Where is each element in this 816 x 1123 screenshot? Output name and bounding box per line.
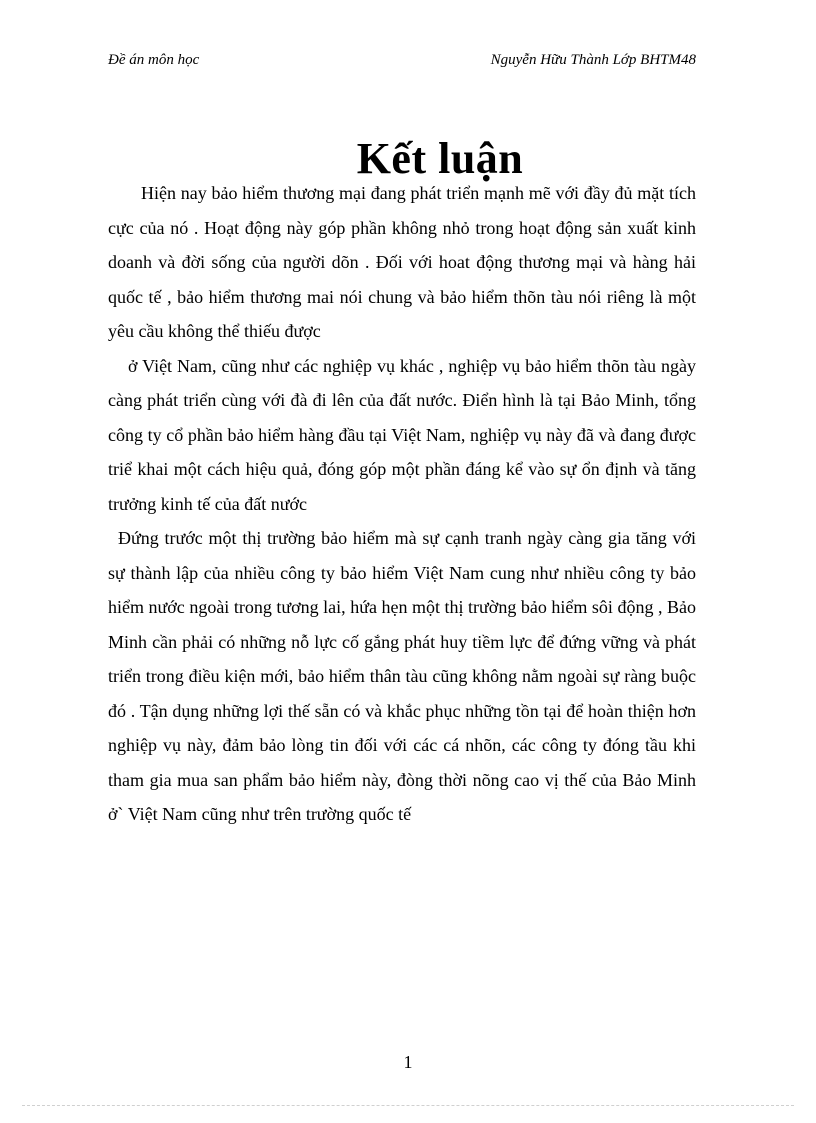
paragraph-1: Hiện nay bảo hiểm thương mại đang phát triển mạnh mẽ với đầy đủ mặt tích cực của nó . Hoạt động này góp phần không nhỏ trong hoạt động sản xuất kinh doanh và đời sống của người dõn . Đối với hoat động thương mại và hàng hải quốc tế , bảo hiểm thương mai nói chung và bảo hiểm thõn tàu nói riêng là một yêu cầu không thể thiếu được [108, 183, 696, 341]
paragraph-3: Đứng trước một thị trường bảo hiểm mà sự cạnh tranh ngày càng gia tăng với sự thành lập của nhiều công ty bảo hiểm Việt Nam cung như nhiều công ty bảo hiểm nước ngoài trong tương lai, hứa hẹn một thị trường bảo hiểm sôi động , Bảo Minh cần phải có những nỗ lực cố gắng phát huy tiềm lực để đứng vững và phát triển trong điều kiện mới, bảo hiểm thân tàu cũng không nằm ngoài sự ràng buộc đó . Tận dụng những lợi thế sẵn có và khắc phục những tồn tại để hoàn thiện hơn nghiệp vụ này, đảm bảo lòng tin đối với các cá nhõn, các công ty đóng tầu khi tham gia mua san phẩm bảo hiểm này, đòng thời nõng cao vị thế của Bảo Minh ở` Việt Nam cũng như trên trường quốc tế [108, 528, 696, 824]
header-author-class: Nguyễn Hữu Thành Lớp BHTM48 [490, 52, 696, 68]
paragraph-2: ở Việt Nam, cũng như các nghiệp vụ khác , nghiệp vụ bảo hiểm thõn tàu ngày càng phát triển cùng với đà đi lên của đất nước. Điển hình là tại Bảo Minh, tổng công ty cổ phần bảo hiểm hàng đầu tại Việt Nam, nghiệp vụ này đã và đang được triể khai một cách hiệu quả, đóng góp một phần đáng kể vào sự ổn định và tăng trưởng kinh tế của đất nước [108, 355, 696, 514]
page-break-divider [22, 1105, 794, 1106]
conclusion-body [108, 176, 696, 832]
header-course-label: Đề án môn học [108, 52, 200, 68]
page-title: Kết luận [356, 134, 524, 184]
page-number: 1 [403, 1052, 413, 1072]
page-header [108, 52, 696, 74]
